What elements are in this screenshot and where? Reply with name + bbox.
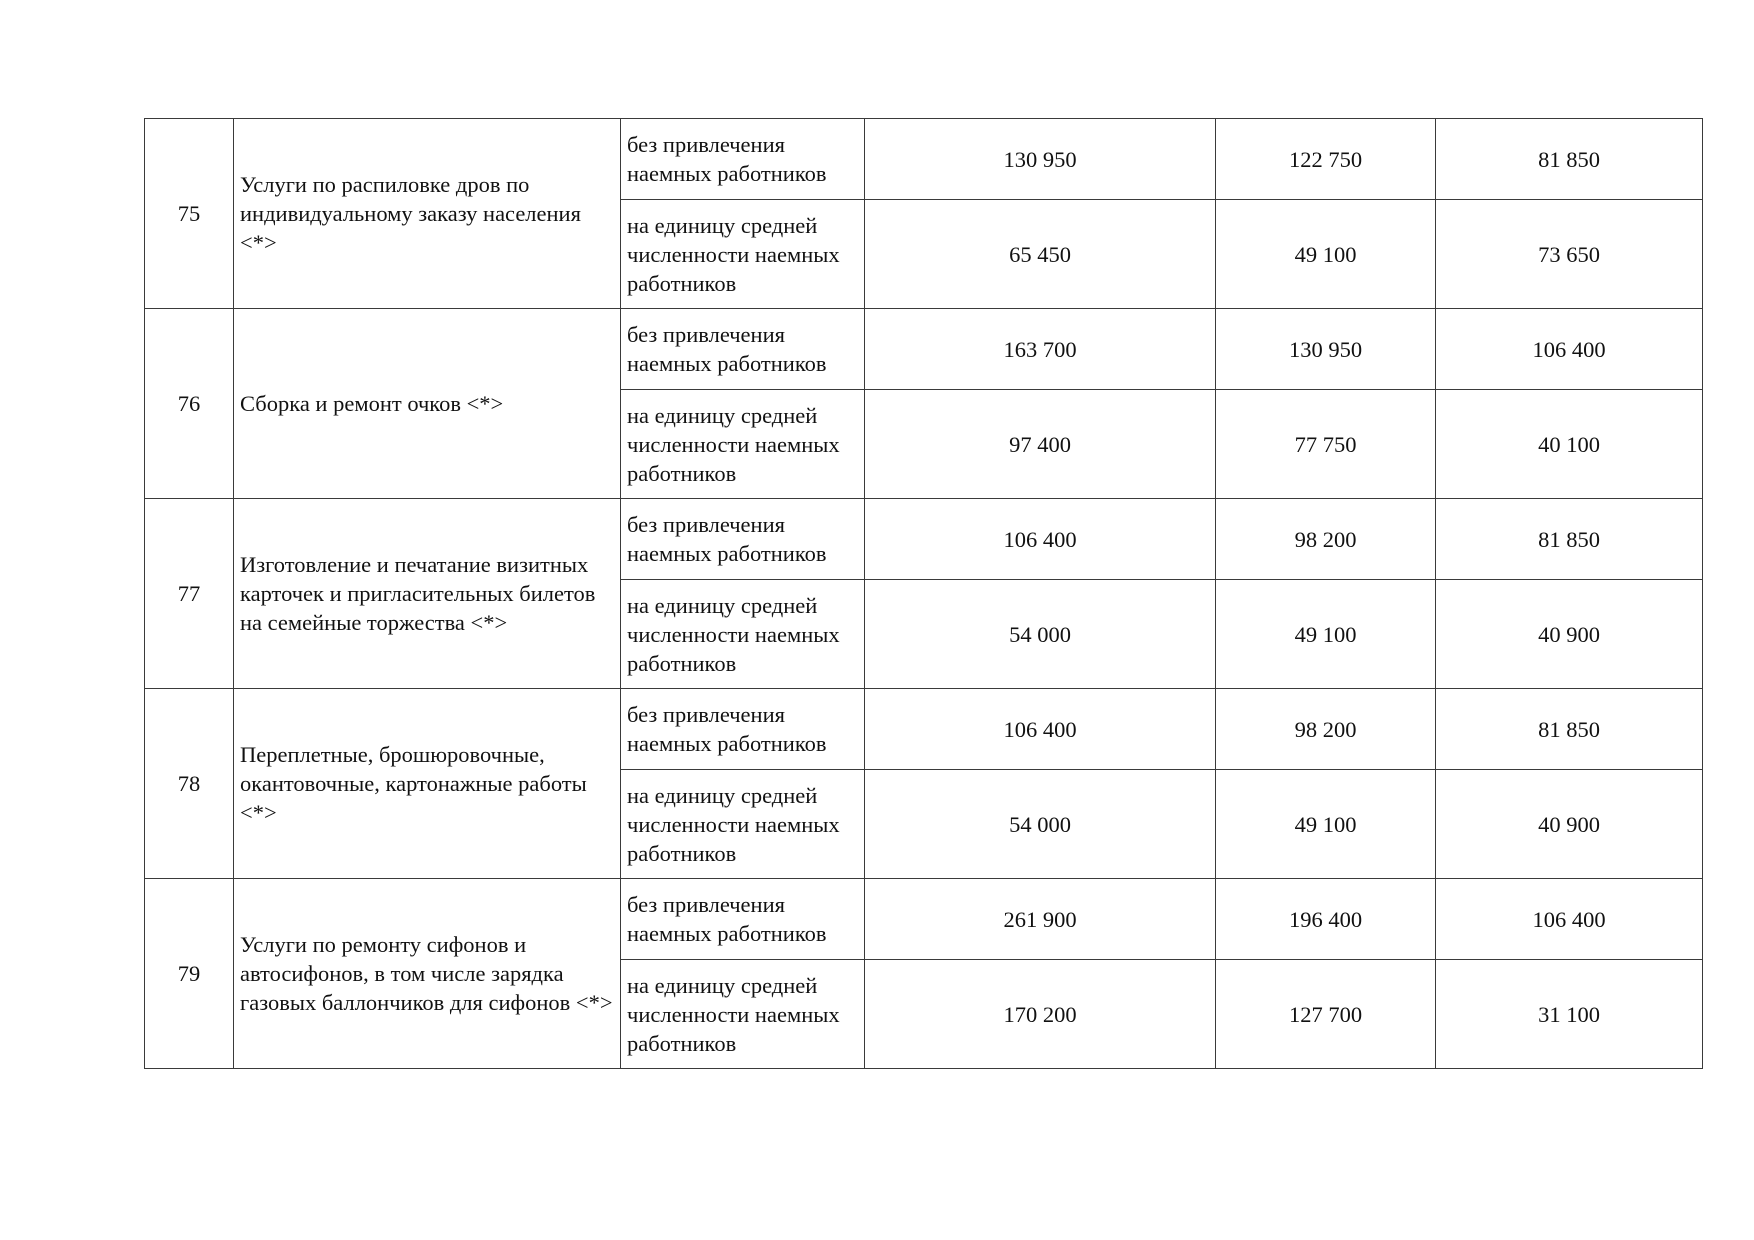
condition-label: на единицу средней численности наемных работников bbox=[627, 972, 840, 1056]
row-number: 76 bbox=[145, 309, 234, 499]
condition-label: на единицу средней численности наемных работников bbox=[627, 402, 840, 486]
condition-label: без привлечения наемных работников bbox=[627, 702, 827, 756]
condition-no-employees bbox=[621, 309, 865, 390]
value-cell: 73 650 bbox=[1436, 200, 1703, 309]
value-cell: 130 950 bbox=[1216, 309, 1436, 390]
condition-per-employee bbox=[621, 960, 865, 1069]
condition-label: на единицу средней численности наемных работников bbox=[627, 592, 840, 676]
condition-label: на единицу средней численности наемных работников bbox=[627, 782, 840, 866]
condition-label: без привлечения наемных работников bbox=[627, 512, 827, 566]
condition-label: без привлечения наемных работников bbox=[627, 322, 827, 376]
service-name bbox=[234, 689, 621, 879]
value-cell: 106 400 bbox=[865, 499, 1216, 580]
value-cell: 54 000 bbox=[865, 580, 1216, 689]
service-name-text: Сборка и ремонт очков <*> bbox=[240, 391, 504, 416]
table-row bbox=[145, 879, 1703, 960]
condition-no-employees bbox=[621, 879, 865, 960]
value-cell: 196 400 bbox=[1216, 879, 1436, 960]
value-cell: 40 900 bbox=[1436, 580, 1703, 689]
condition-per-employee bbox=[621, 580, 865, 689]
value-cell: 49 100 bbox=[1216, 580, 1436, 689]
value-cell: 49 100 bbox=[1216, 200, 1436, 309]
value-cell: 65 450 bbox=[865, 200, 1216, 309]
value-cell: 49 100 bbox=[1216, 770, 1436, 879]
value-cell: 54 000 bbox=[865, 770, 1216, 879]
value-cell: 77 750 bbox=[1216, 390, 1436, 499]
service-name bbox=[234, 119, 621, 309]
value-cell: 81 850 bbox=[1436, 499, 1703, 580]
table-row bbox=[145, 309, 1703, 390]
value-cell: 106 400 bbox=[1436, 309, 1703, 390]
row-number: 77 bbox=[145, 499, 234, 689]
service-name-text: Услуги по ремонту сифонов и автосифонов, в том числе зарядка газовых баллончиков для сифонов <*> bbox=[240, 932, 613, 1015]
table-row bbox=[145, 119, 1703, 200]
value-cell: 163 700 bbox=[865, 309, 1216, 390]
condition-label: без привлечения наемных работников bbox=[627, 892, 827, 946]
value-cell: 31 100 bbox=[1436, 960, 1703, 1069]
value-cell: 170 200 bbox=[865, 960, 1216, 1069]
value-cell: 127 700 bbox=[1216, 960, 1436, 1069]
service-name bbox=[234, 879, 621, 1069]
condition-per-employee bbox=[621, 770, 865, 879]
value-cell: 122 750 bbox=[1216, 119, 1436, 200]
row-number: 78 bbox=[145, 689, 234, 879]
service-name-text: Переплетные, брошюровочные, окантовочные, картонажные работы <*> bbox=[240, 742, 587, 825]
value-cell: 40 100 bbox=[1436, 390, 1703, 499]
condition-label: без привлечения наемных работников bbox=[627, 132, 827, 186]
tariff-table bbox=[144, 118, 1703, 1069]
value-cell: 106 400 bbox=[1436, 879, 1703, 960]
value-cell: 106 400 bbox=[865, 689, 1216, 770]
value-cell: 81 850 bbox=[1436, 119, 1703, 200]
service-name bbox=[234, 499, 621, 689]
condition-per-employee bbox=[621, 390, 865, 499]
table-row bbox=[145, 689, 1703, 770]
condition-label: на единицу средней численности наемных работников bbox=[627, 212, 840, 296]
value-cell: 40 900 bbox=[1436, 770, 1703, 879]
value-cell: 98 200 bbox=[1216, 689, 1436, 770]
row-number: 79 bbox=[145, 879, 234, 1069]
condition-no-employees bbox=[621, 119, 865, 200]
value-cell: 97 400 bbox=[865, 390, 1216, 499]
row-number: 75 bbox=[145, 119, 234, 309]
service-name bbox=[234, 309, 621, 499]
service-name-text: Изготовление и печатание визитных карточек и пригласительных билетов на семейные торжества <*> bbox=[240, 552, 596, 635]
value-cell: 81 850 bbox=[1436, 689, 1703, 770]
service-name-text: Услуги по распиловке дров по индивидуальному заказу населения <*> bbox=[240, 172, 581, 255]
condition-no-employees bbox=[621, 499, 865, 580]
value-cell: 261 900 bbox=[865, 879, 1216, 960]
value-cell: 98 200 bbox=[1216, 499, 1436, 580]
table-body bbox=[145, 119, 1703, 1069]
condition-no-employees bbox=[621, 689, 865, 770]
value-cell: 130 950 bbox=[865, 119, 1216, 200]
table-row bbox=[145, 499, 1703, 580]
condition-per-employee bbox=[621, 200, 865, 309]
